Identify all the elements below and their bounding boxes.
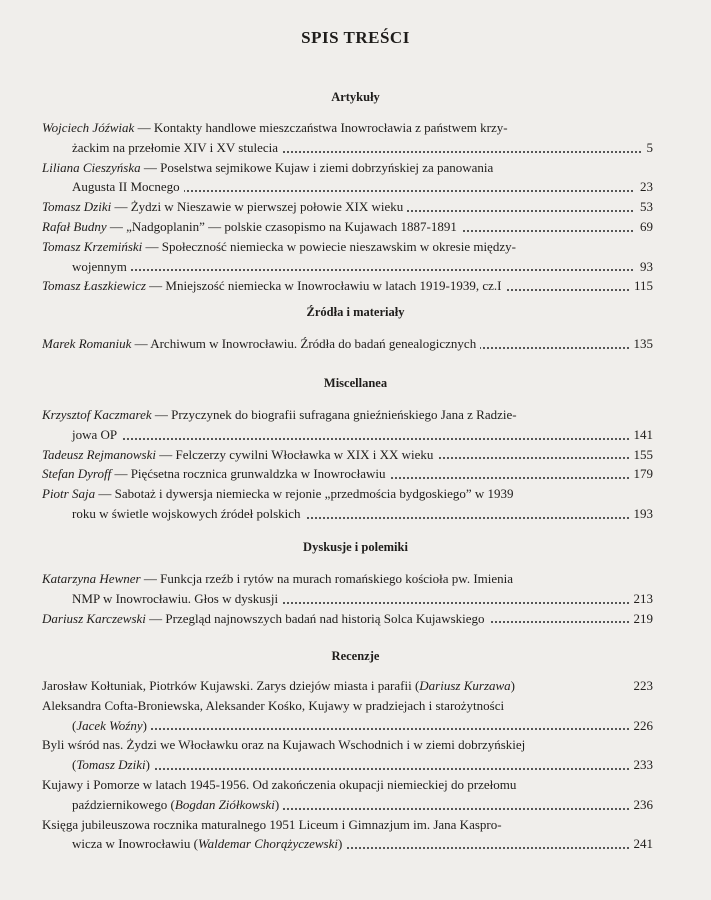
entry-title: „Nadgoplanin” — polskie czasopismo na Kujawach 1887-1891 [126,218,457,234]
toc-line: Rafał Budny — „Nadgoplanin” — polskie czasopismo na Kujawach 1887-1891 69 [42,217,653,237]
author-name: Dariusz Karczewski [42,610,146,626]
page-number: 53 [635,197,653,217]
author-name: Tomasz Dziki [42,199,112,215]
section-entries [42,118,653,296]
entry-title: Społeczność niemiecka w powiecie nieszawskim w okresie między- [161,238,516,254]
author-name: Rafał Budny [42,218,107,234]
toc-line: Tomasz Krzemiński — Społeczność niemiecka w powiecie nieszawskim w okresie między- [42,238,516,254]
section-heading: Artykuły [331,90,380,104]
page-title: SPIS TREŚCI [301,28,410,47]
reviewer-name: Tomasz Dziki [76,757,146,773]
entry-title: roku w świetle wojskowych źródeł polskich [72,506,305,521]
section-heading: Źródła i materiały [306,305,405,319]
page-number: 23 [635,177,653,197]
page-number: 236 [629,795,654,815]
toc-line: Stefan Dyroff — Pięćsetna rocznica grunwaldzka w Inowrocławiu 179 [42,464,653,484]
reviewer-name: Jacek Woźny [76,717,143,733]
toc-line [42,504,653,524]
entry-title: Pięćsetna rocznica grunwaldzka w Inowrocławiu [130,466,386,482]
entry-title: Funkcja rzeźb i rytów na murach romańskiego kościoła pw. Imienia [160,571,514,586]
toc-line [42,696,653,716]
entry-title: Poselstwa sejmikowe Kujaw i ziemi dobrzyńskiej za panowania [160,159,494,175]
toc-line [42,815,653,835]
author-name: Krzysztof Kaczmarek [42,407,152,422]
toc-line: Tomasz Łaszkiewicz — Mniejszość niemiecka w Inowrocławiu w latach 1919-1939, cz.I 115 [42,276,653,296]
entry-title: Aleksandra Cofta-Broniewska, Aleksander Kośko, Kujawy w pradziejach i starożytności [42,697,505,713]
toc-line: Tadeusz Rejmanowski — Felczerzy cywilni Włocławka w XIX i XX wieku 155 [42,445,653,465]
entry-title: Sabotaż i dywersja niemiecka w rejonie „przedmościa bydgoskiego” w 1939 [114,486,514,502]
entry-title: Felczerzy cywilni Włocławka w XIX i XX wieku [175,446,434,462]
section-heading: Miscellanea [323,376,388,390]
entry-title: Archiwum w Inowrocławiu. Źródła do badań genealogicznych [150,336,477,351]
entry-title: Przegląd najnowszych badań nad historią Solca Kujawskiego [165,610,485,626]
entry-title: Mniejszość niemiecka w Inowrocławiu w latach 1919-1939, cz.I [165,278,502,294]
page-number: 233 [629,755,654,775]
toc-line: (Jacek Woźny) 226 [42,716,653,736]
reviewer-name: Waldemar Chorążyczewski [197,836,338,852]
entry-title: Kontakty handlowe mieszczaństwa Inowrocławia z państwem krzy- [153,120,508,135]
author-name: Tomasz Łaszkiewicz [42,278,146,294]
toc-line: październikowego (Bogdan Ziółkowski) 236 [42,795,653,815]
page-number: 226 [629,716,654,736]
page-number: 223 [629,676,654,696]
page-number: 179 [629,464,654,484]
page-number: 5 [642,138,654,158]
reviewer-name: Bogdan Ziółkowski [174,796,275,812]
entry-title: Przyczynek do biografii sufragana gnieźnieńskiego Jana z Radzie- [171,407,517,422]
toc-line [42,257,653,277]
page-number: 115 [629,276,653,296]
author-name: Liliana Cieszyńska [42,159,141,175]
toc-line [42,589,653,609]
toc-line [42,735,653,755]
toc-line: Jarosław Kołtuniak, Piotrków Kujawski. Zarys dziejów miasta i parafii (Dariusz Kurzawa) 223 [42,676,653,696]
author-name: Stefan Dyroff [42,466,112,482]
entry-title: żackim na przełomie XIV i XV stulecia [72,140,282,155]
page-number: 135 [629,334,654,354]
page-number: 69 [635,217,653,237]
entry-title: jowa OP [72,427,121,442]
page-number: 193 [629,504,654,524]
toc-line [42,138,653,158]
toc-line [42,425,653,445]
section-heading: Dyskusje i polemiki [303,540,408,554]
toc-line: Krzysztof Kaczmarek — Przyczynek do biografii sufragana gnieźnieńskiego Jana z Radzie- [42,407,517,422]
page-number: 141 [629,425,654,445]
author-name: Katarzyna Hewner [42,571,141,586]
toc-line: Liliana Cieszyńska — Poselstwa sejmikowe Kujaw i ziemi dobrzyńskiej za panowania [42,159,494,175]
author-name: Tadeusz Rejmanowski [42,446,156,462]
toc-line: Dariusz Karczewski — Przegląd najnowszych badań nad historią Solca Kujawskiego 219 [42,609,653,629]
reviewer-name: Dariusz Kurzawa [419,678,511,693]
author-name: Wojciech Jóźwiak [42,120,135,135]
toc-line [42,177,653,197]
toc-line: Marek Romaniuk — Archiwum w Inowrocławiu. Źródła do badań genealogicznych 135 [42,334,653,354]
section-heading: Recenzje [331,649,380,663]
author-name: Tomasz Krzemiński [42,238,143,254]
page-number: 241 [629,834,654,854]
entry-title: Augusta II Mocnego [72,179,184,194]
toc-line: Piotr Saja — Sabotaż i dywersja niemiecka w rejonie „przedmościa bydgoskiego” w 1939 [42,486,514,502]
section-entries [42,676,653,854]
page-number: 213 [629,589,654,609]
entry-title: Kujawy i Pomorze w latach 1945-1956. Od zakończenia okupacji niemieckiej do przełomu [42,776,517,792]
toc-line: wicza w Inowrocławiu (Waldemar Chorążyczewski) 241 [42,834,653,854]
page-number: 155 [629,445,654,465]
entry-title: Żydzi w Nieszawie w pierwszej połowie XIX wieku [130,199,404,215]
entry-title: wojennym [72,259,131,274]
entry-title: Jarosław Kołtuniak, Piotrków Kujawski. Zarys dziejów miasta i parafii ( [42,678,420,693]
toc-line: (Tomasz Dziki) 233 [42,755,653,775]
toc-line [42,775,653,795]
section-entries [42,569,653,628]
page-number: 93 [635,257,653,277]
entry-title: Księga jubileuszowa rocznika maturalnego 1951 Liceum i Gimnazjum im. Jana Kaspro- [42,816,502,832]
page-number: 219 [629,609,654,629]
author-name: Piotr Saja [42,486,96,502]
toc-line: Wojciech Jóźwiak — Kontakty handlowe mieszczaństwa Inowrocławia z państwem krzy- [42,120,508,135]
section-entries [42,334,653,354]
section-entries [42,405,653,524]
author-name: Marek Romaniuk [42,336,132,351]
toc-line: Katarzyna Hewner — Funkcja rzeźb i rytów na murach romańskiego kościoła pw. Imienia [42,571,514,586]
entry-title: Byli wśród nas. Żydzi we Włocławku oraz na Kujawach Wschodnich i w ziemi dobrzyńskiej [42,737,526,753]
toc-line: Tomasz Dziki — Żydzi w Nieszawie w pierwszej połowie XIX wieku 53 [42,197,653,217]
entry-title: NMP w Inowrocławiu. Głos w dyskusji [72,591,282,606]
